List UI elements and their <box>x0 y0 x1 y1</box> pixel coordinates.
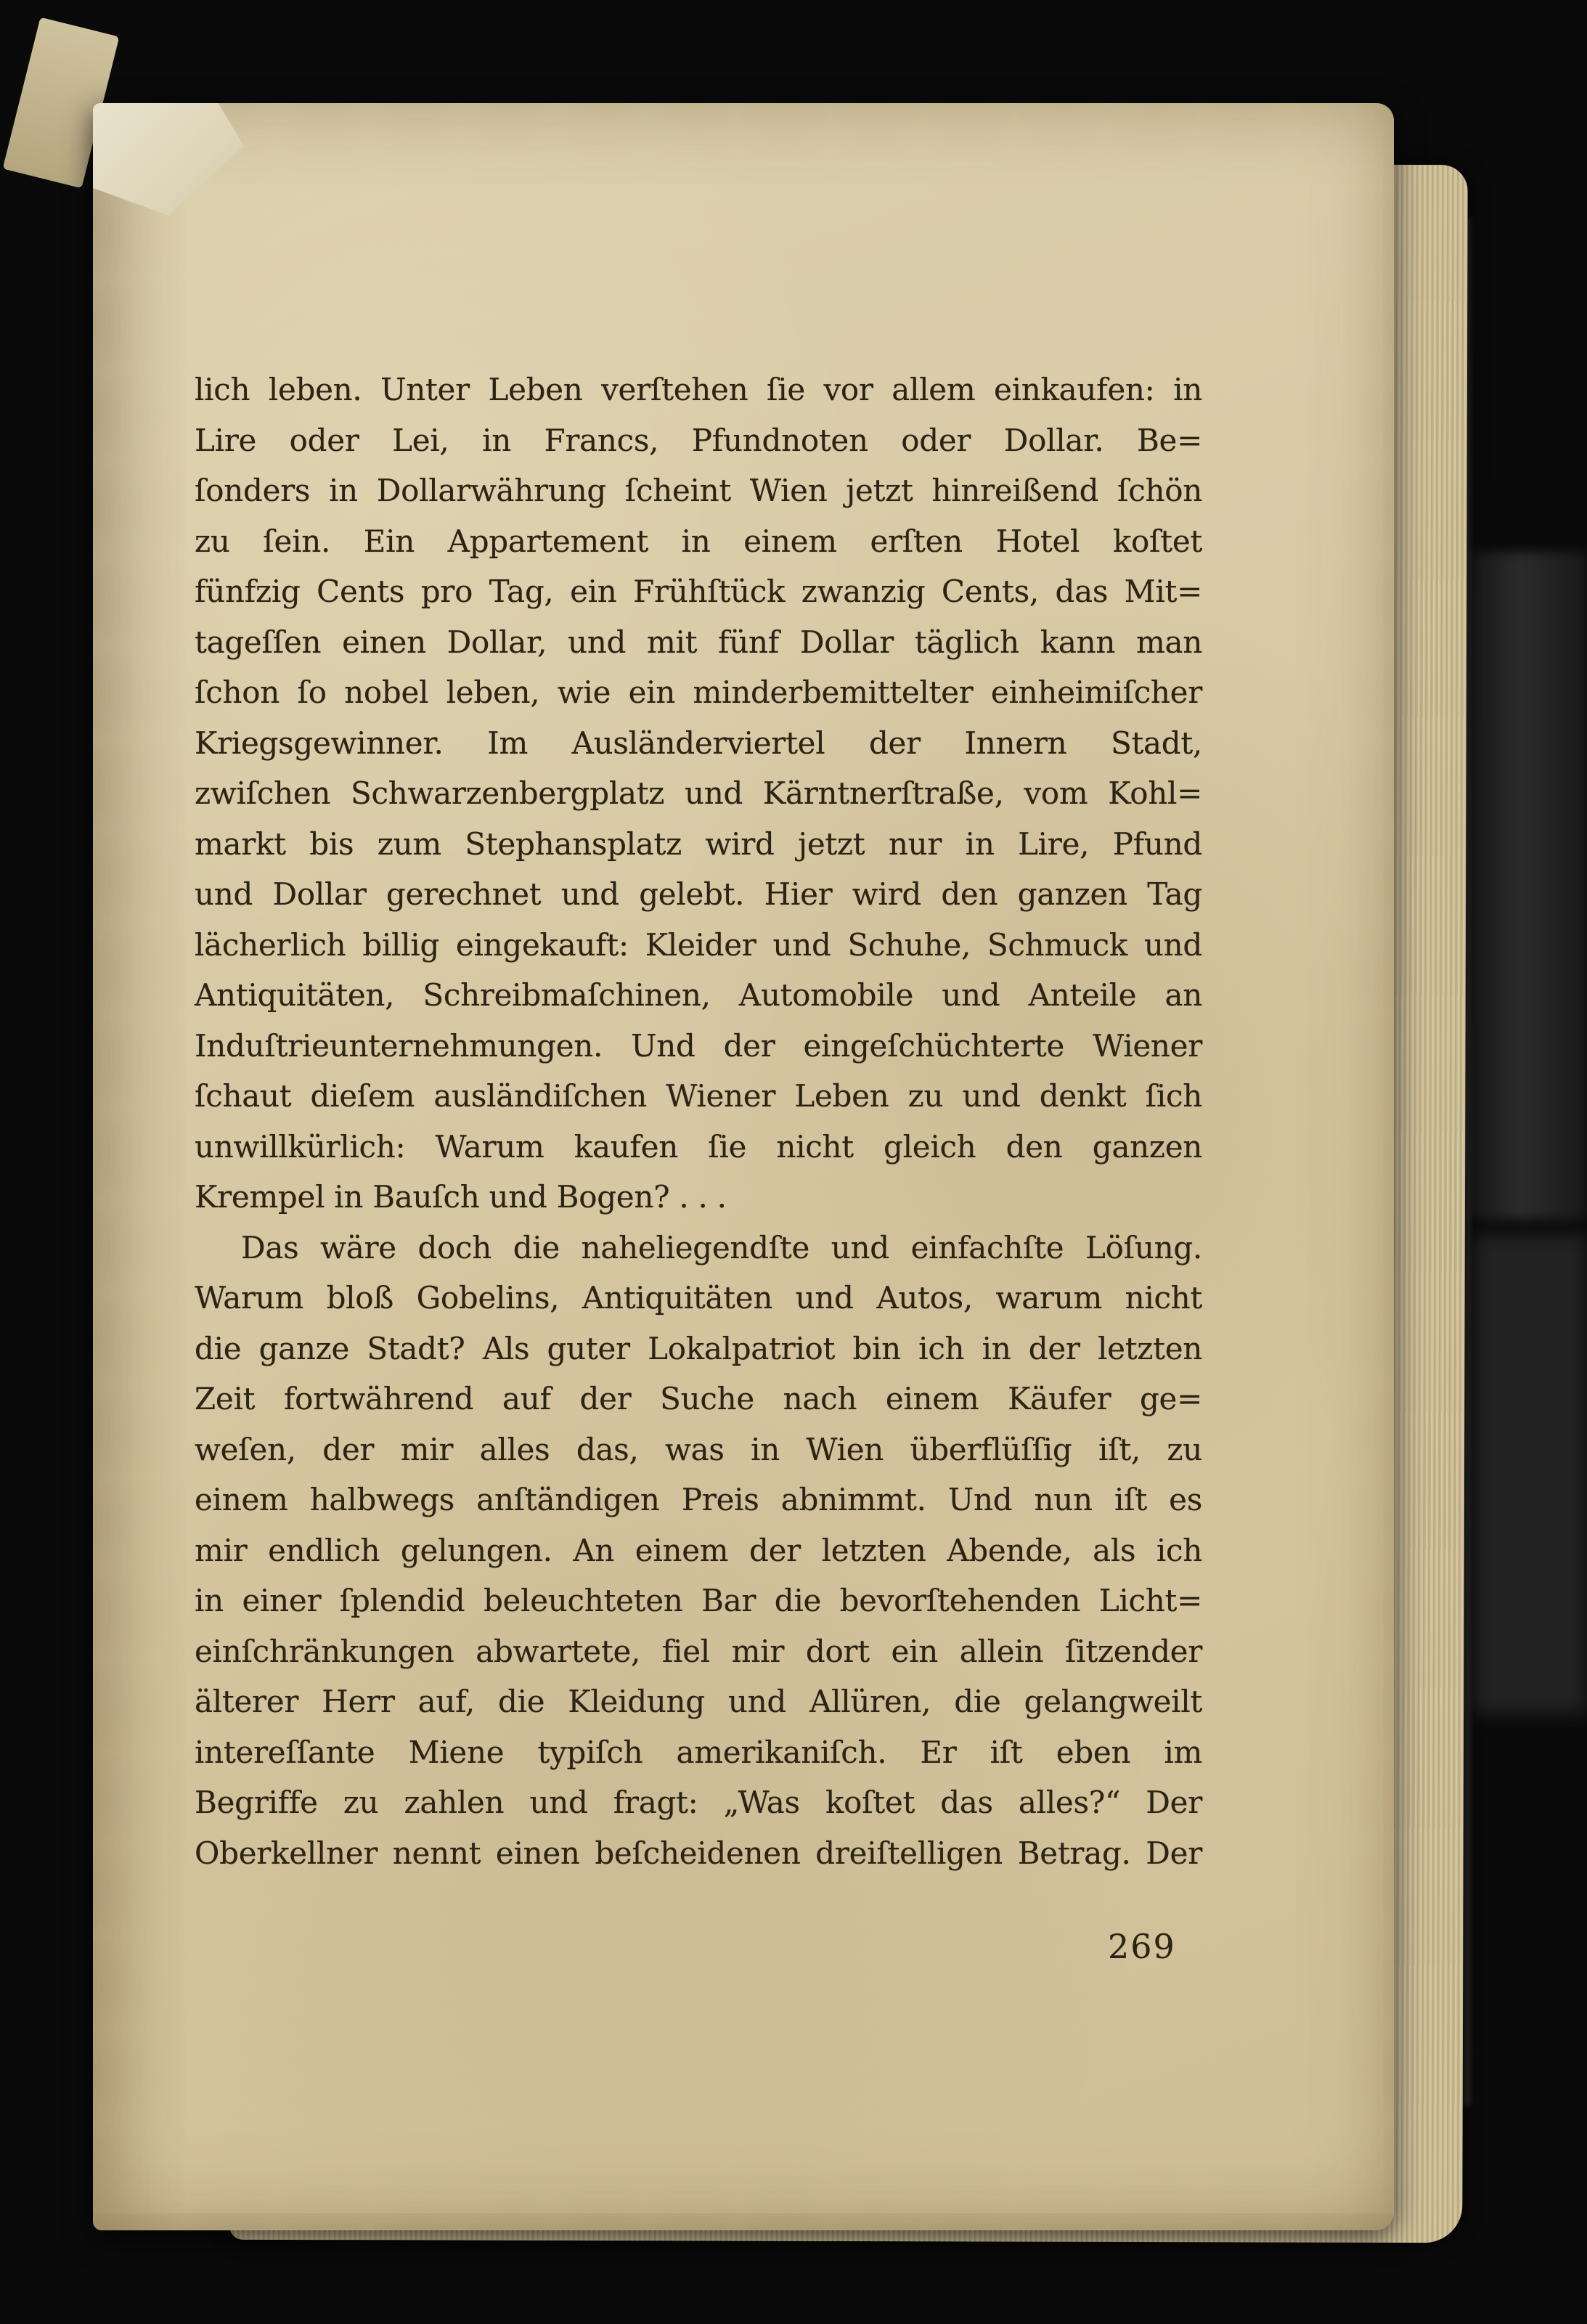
background-reflection <box>1465 552 1587 1220</box>
page-text <box>195 364 1202 1878</box>
text-line: einſchränkungen abwartete, fiel mir dort ein allein ſitzender <box>195 1633 1202 1669</box>
text-line: ſchon ſo nobel leben, wie ein minderbemittelter einheimiſcher <box>195 674 1202 710</box>
text-line: ſchaut dieſem ausländiſchen Wiener Leben zu und denkt ſich <box>195 1078 1202 1114</box>
text-line-paragraph-start: Das wäre doch die naheliegendſte und einfachſte Löſung. <box>241 1229 1202 1265</box>
text-line: einem halbwegs anſtändigen Preis abnimmt. Und nun iſt es <box>195 1482 1202 1517</box>
text-line: zu ſein. Ein Appartement in einem erſten Hotel koſtet <box>195 523 1202 559</box>
text-line: ſonders in Dollarwährung ſcheint Wien jetzt hinreißend ſchön <box>195 473 1202 508</box>
text-line: Lire oder Lei, in Francs, Pfundnoten oder Dollar. Be= <box>195 422 1202 458</box>
text-line: in einer ſplendid beleuchteten Bar die bevorſtehenden Licht= <box>195 1583 1202 1618</box>
text-line: älterer Herr auf, die Kleidung und Allüren, die gelangweilt <box>195 1684 1202 1719</box>
text-line: die ganze Stadt? Als guter Lokalpatriot bin ich in der letzten <box>195 1330 1202 1366</box>
text-line: Krempel in Bauſch und Bogen? . . . <box>195 1179 727 1215</box>
text-line: markt bis zum Stephansplatz wird jetzt nur in Lire, Pfund <box>195 825 1202 862</box>
text-line: tageſſen einen Dollar, und mit fünf Dollar täglich kann man <box>195 624 1202 660</box>
text-line: lich leben. Unter Leben verſtehen ſie vor allem einkaufen: in <box>195 372 1202 407</box>
text-line: Kriegsgewinner. Im Ausländerviertel der Innern Stadt, <box>195 725 1202 761</box>
text-line: mir endlich gelungen. An einem der letzten Abende, als ich <box>195 1532 1202 1568</box>
text-line: weſen, der mir alles das, was in Wien überflüſſig iſt, zu <box>195 1431 1202 1467</box>
page-number: 269 <box>1108 1927 1176 1966</box>
text-line: Oberkellner nennt einen beſcheidenen dreiſtelligen Betrag. Der <box>195 1835 1202 1871</box>
text-line: und Dollar gerechnet und gelebt. Hier wird den ganzen Tag <box>195 876 1202 912</box>
text-line: Warum bloß Gobelins, Antiquitäten und Autos, warum nicht <box>195 1280 1202 1316</box>
background-reflection <box>1474 1234 1587 1713</box>
text-line: lächerlich billig eingekauft: Kleider und Schuhe, Schmuck und <box>195 926 1202 963</box>
book-page <box>93 103 1394 2230</box>
text-line: Begriffe zu zahlen und fragt: „Was koſtet das alles?“ Der <box>195 1785 1202 1820</box>
text-line: Antiquitäten, Schreibmaſchinen, Automobile und Anteile an <box>195 977 1202 1013</box>
text-line: zwiſchen Schwarzenbergplatz und Kärntnerſtraße, vom Kohl= <box>195 775 1202 811</box>
text-line: fünfzig Cents pro Tag, ein Frühſtück zwanzig Cents, das Mit= <box>195 574 1202 609</box>
text-line: intereſſante Miene typiſch amerikaniſch. Er iſt eben im <box>195 1734 1202 1770</box>
text-line: unwillkürlich: Warum kaufen ſie nicht gleich den ganzen <box>195 1128 1202 1165</box>
torn-corner <box>93 103 244 216</box>
text-line: Zeit fortwährend auf der Suche nach einem Käufer ge= <box>195 1381 1202 1416</box>
text-line: Induſtrieunternehmungen. Und der eingeſchüchterte Wiener <box>195 1027 1202 1064</box>
